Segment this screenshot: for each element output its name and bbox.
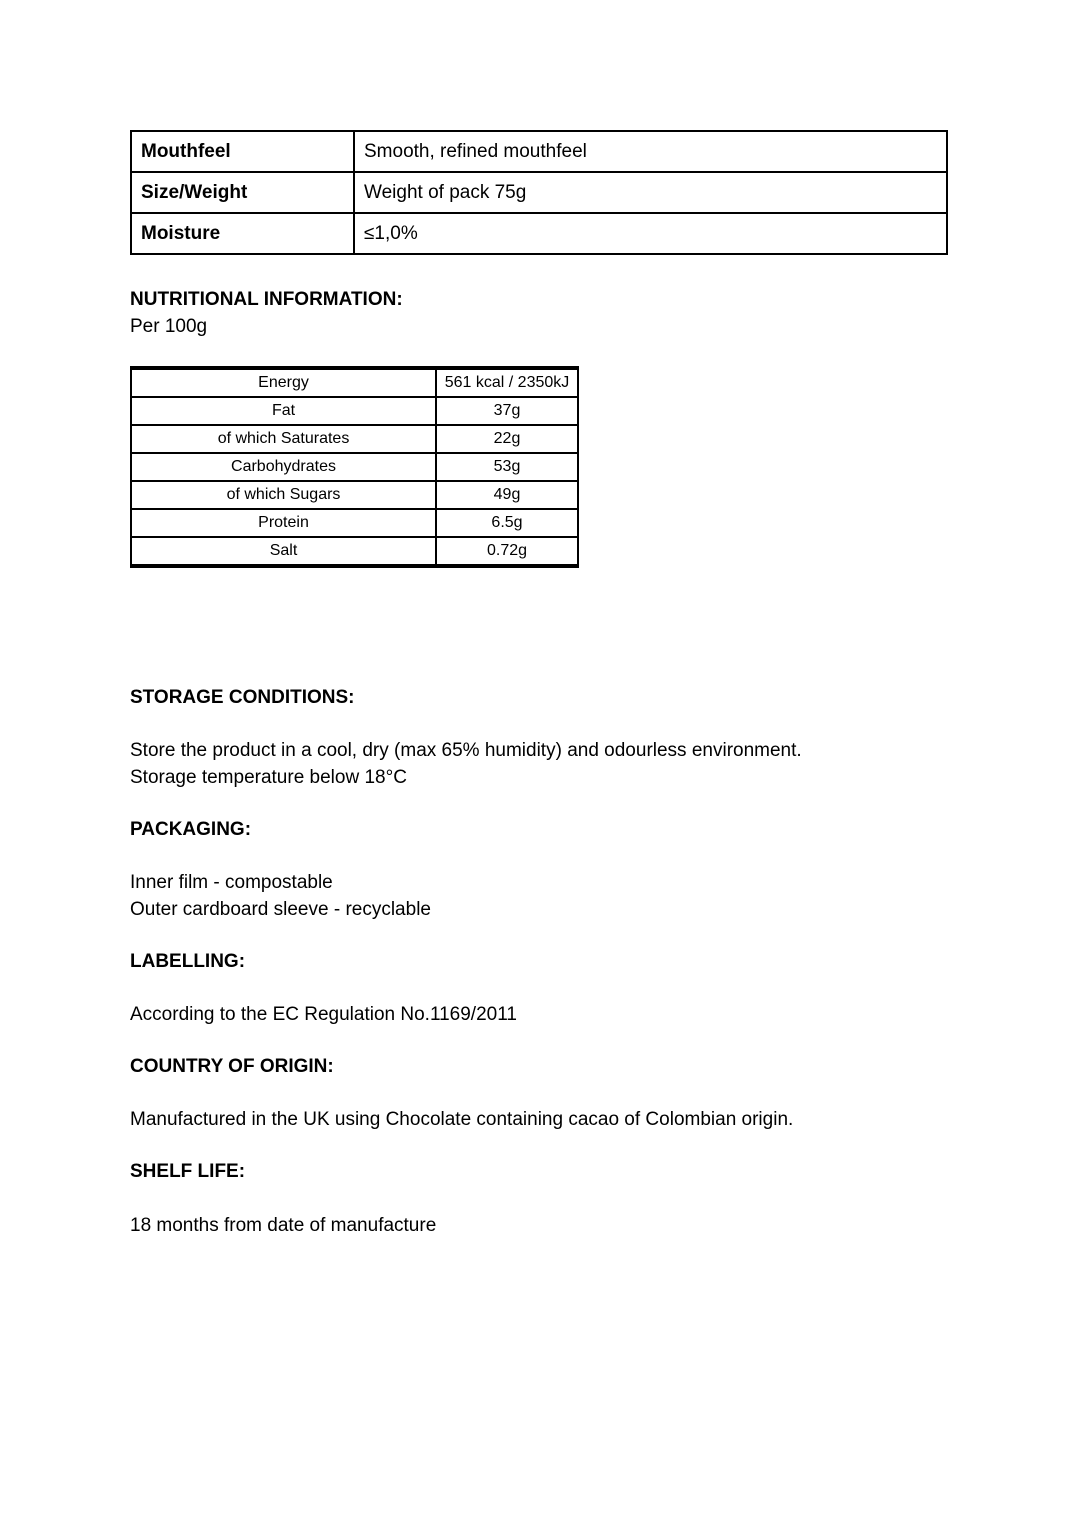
property-label: Mouthfeel	[131, 131, 354, 172]
table-row	[131, 213, 947, 254]
table-row	[131, 481, 578, 509]
property-value: Smooth, refined mouthfeel	[354, 131, 947, 172]
table-row	[131, 453, 578, 481]
nutrient-name: Salt	[131, 537, 436, 566]
nutrient-value: 53g	[436, 453, 578, 481]
packaging-heading: PACKAGING:	[130, 819, 252, 840]
table-row	[131, 509, 578, 537]
property-value: ≤1,0%	[354, 213, 947, 254]
property-label: Size/Weight	[131, 172, 354, 213]
storage-text-2: Storage temperature below 18°C	[130, 767, 407, 788]
labelling-text: According to the EC Regulation No.1169/2011	[130, 1004, 517, 1025]
origin-text: Manufactured in the UK using Chocolate containing cacao of Colombian origin.	[130, 1109, 794, 1130]
table-row	[131, 397, 578, 425]
nutrient-value: 22g	[436, 425, 578, 453]
table-row	[131, 425, 578, 453]
packaging-text-1: Inner film - compostable	[130, 872, 333, 893]
nutrition-table	[130, 366, 579, 568]
shelf-life-text: 18 months from date of manufacture	[130, 1215, 437, 1236]
nutrient-value: 561 kcal / 2350kJ	[436, 368, 578, 397]
storage-text-1: Store the product in a cool, dry (max 65% humidity) and odourless environment.	[130, 740, 802, 761]
packaging-text-2: Outer cardboard sleeve - recyclable	[130, 899, 431, 920]
nutrient-name: of which Saturates	[131, 425, 436, 453]
nutrient-name: Fat	[131, 397, 436, 425]
product-properties-table	[130, 130, 948, 255]
table-row	[131, 131, 947, 172]
nutrient-name: of which Sugars	[131, 481, 436, 509]
table-row	[131, 368, 578, 397]
nutrition-heading: NUTRITIONAL INFORMATION:	[130, 289, 403, 310]
nutrition-basis: Per 100g	[130, 316, 208, 337]
nutrient-value: 0.72g	[436, 537, 578, 566]
nutrient-name: Carbohydrates	[131, 453, 436, 481]
table-row	[131, 537, 578, 566]
shelf-life-heading: SHELF LIFE:	[130, 1161, 246, 1182]
nutrient-name: Energy	[131, 368, 436, 397]
storage-heading: STORAGE CONDITIONS:	[130, 687, 355, 708]
nutrient-value: 49g	[436, 481, 578, 509]
nutrient-name: Protein	[131, 509, 436, 537]
nutrient-value: 37g	[436, 397, 578, 425]
property-label: Moisture	[131, 213, 354, 254]
origin-heading: COUNTRY OF ORIGIN:	[130, 1056, 334, 1077]
table-row	[131, 172, 947, 213]
property-value: Weight of pack 75g	[354, 172, 947, 213]
nutrient-value: 6.5g	[436, 509, 578, 537]
labelling-heading: LABELLING:	[130, 951, 246, 972]
